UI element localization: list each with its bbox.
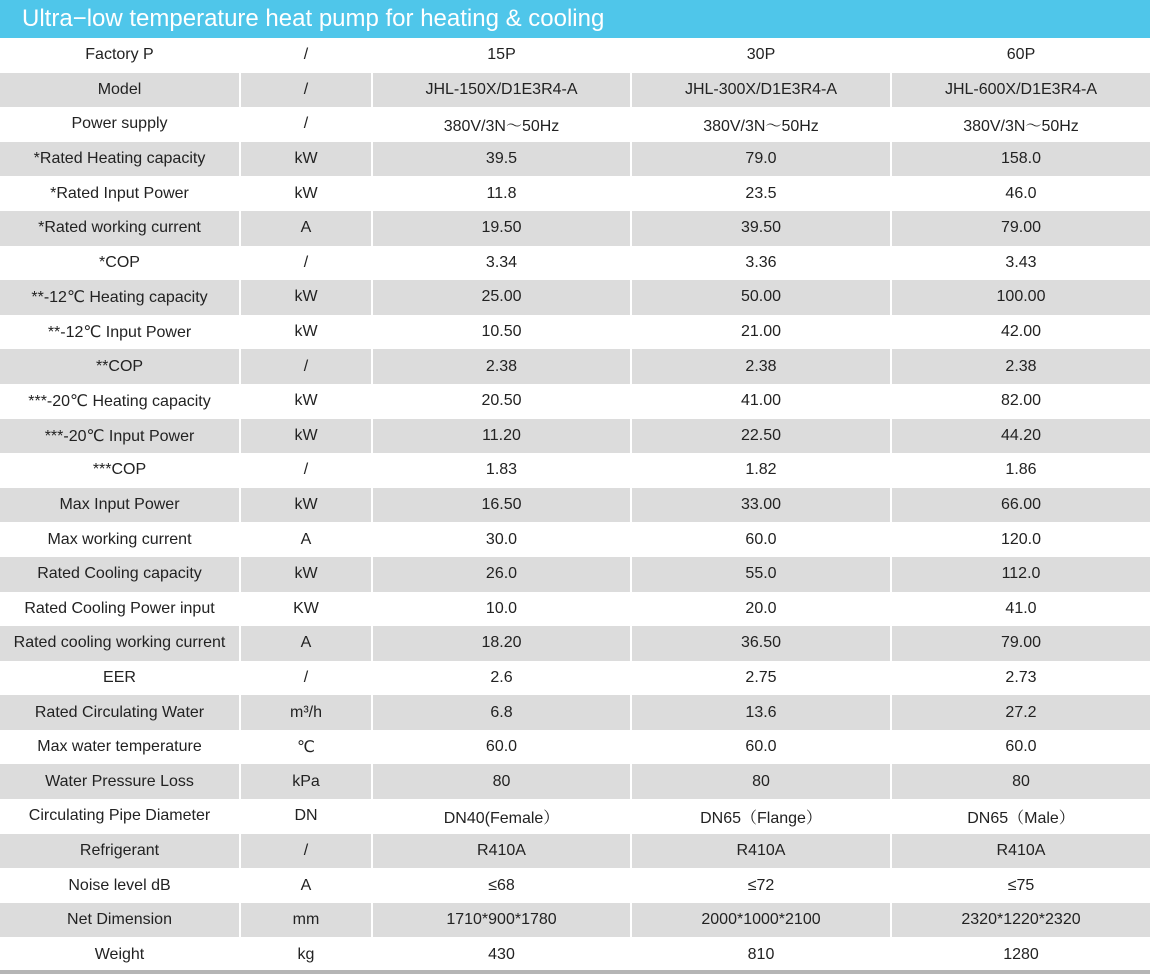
spec-value-30p: 23.5 (631, 176, 891, 211)
spec-value-60p: ≤75 (1007, 876, 1035, 894)
spec-table (0, 38, 1150, 972)
spec-value-30p: 3.36 (631, 246, 891, 281)
spec-label: Rated Circulating Water (0, 695, 240, 730)
table-row (0, 764, 1150, 799)
spec-label: Refrigerant (0, 834, 240, 869)
spec-value-60p: 158.0 (891, 142, 1150, 177)
table-row (0, 384, 1150, 419)
spec-value-60p: 66.00 (891, 488, 1150, 523)
spec-value-60p: 46.0 (1005, 184, 1037, 202)
spec-label: *Rated working current (0, 211, 240, 246)
spec-value-30p: 60.0 (631, 730, 891, 765)
spec-value-60p: 100.00 (891, 280, 1150, 315)
spec-value-30p: 60.0 (631, 522, 891, 557)
spec-value-60p: 79.00 (891, 626, 1150, 661)
spec-value-30p: 13.6 (631, 695, 891, 730)
spec-label: EER (0, 661, 240, 696)
table-row (0, 349, 1150, 384)
table-row (0, 453, 1150, 488)
spec-value-60p: 27.2 (891, 695, 1150, 730)
spec-value-30p: 33.00 (631, 488, 891, 523)
spec-unit: / (240, 73, 372, 108)
spec-unit: ℃ (240, 730, 372, 765)
spec-unit: kPa (240, 764, 372, 799)
spec-value-30p: 1.82 (631, 453, 891, 488)
table-row (0, 626, 1150, 661)
spec-unit: A (240, 626, 372, 661)
table-row (0, 38, 1150, 73)
table-row (0, 73, 1150, 108)
table-row (0, 488, 1150, 523)
spec-label: Model (0, 73, 240, 108)
spec-value-60p: R410A (891, 834, 1150, 869)
spec-label: *Rated Input Power (0, 176, 240, 211)
spec-value-15p: 11.8 (372, 176, 631, 211)
spec-value-60p: 1280 (1003, 945, 1039, 963)
spec-label: Rated Cooling Power input (0, 592, 240, 627)
spec-label: Max working current (0, 522, 240, 557)
spec-value-15p: 1710*900*1780 (372, 903, 631, 938)
spec-value-15p: 11.20 (372, 419, 631, 454)
spec-value-15p: 2.6 (372, 661, 631, 696)
table-row (0, 834, 1150, 869)
spec-unit: / (240, 834, 372, 869)
spec-label: ***-20℃ Heating capacity (0, 384, 240, 419)
table-row (0, 176, 1150, 211)
spec-label: **COP (0, 349, 240, 384)
table-row (0, 557, 1150, 592)
spec-value-30p: ≤72 (631, 868, 891, 903)
table-row (0, 211, 1150, 246)
table-row (0, 280, 1150, 315)
spec-value-30p: JHL-300X/D1E3R4-A (631, 73, 891, 108)
spec-table-body (0, 38, 1150, 972)
spec-value-15p: 10.0 (372, 592, 631, 627)
bottom-rule (0, 970, 1150, 974)
spec-label: Noise level dB (0, 868, 240, 903)
spec-unit: kW (240, 557, 372, 592)
spec-value-30p: 80 (631, 764, 891, 799)
spec-value-60p: 41.0 (1005, 599, 1037, 617)
table-row (0, 522, 1150, 557)
spec-value-15p: JHL-150X/D1E3R4-A (372, 73, 631, 108)
spec-unit: kg (240, 937, 372, 972)
spec-value-15p: 15P (372, 38, 631, 73)
spec-value-60p: 3.43 (1005, 253, 1037, 271)
spec-value-60p: 120.0 (1000, 530, 1042, 548)
spec-value-15p: 80 (372, 764, 631, 799)
spec-value-15p: 6.8 (372, 695, 631, 730)
spec-value-60p: 80 (891, 764, 1150, 799)
spec-value-15p: 430 (372, 937, 631, 972)
table-row (0, 937, 1150, 972)
spec-value-15p: 380V/3N～50Hz (372, 107, 631, 142)
spec-value-60p: 2320*1220*2320 (891, 903, 1150, 938)
spec-value-15p: 2.38 (372, 349, 631, 384)
spec-value-30p: 2.38 (631, 349, 891, 384)
spec-label: Rated cooling working current (0, 626, 240, 661)
spec-label: ***-20℃ Input Power (0, 419, 240, 454)
spec-value-60p: 82.00 (1000, 392, 1042, 410)
spec-value-15p: R410A (372, 834, 631, 869)
table-row (0, 142, 1150, 177)
spec-value-60p: 2.38 (891, 349, 1150, 384)
spec-value-30p: 50.00 (631, 280, 891, 315)
spec-value-60p: 2.73 (1005, 668, 1037, 686)
spec-value-60p: 60P (1006, 46, 1036, 64)
spec-label: Weight (0, 937, 240, 972)
spec-value-15p: 20.50 (372, 384, 631, 419)
spec-unit: KW (240, 592, 372, 627)
spec-unit: m³/h (240, 695, 372, 730)
spec-unit: / (240, 246, 372, 281)
spec-value-30p: 21.00 (631, 315, 891, 350)
spec-value-60p: 112.0 (891, 557, 1150, 592)
spec-value-30p: 20.0 (631, 592, 891, 627)
spec-value-60p: 44.20 (891, 419, 1150, 454)
spec-unit: / (240, 453, 372, 488)
table-row (0, 730, 1150, 765)
spec-unit: kW (240, 384, 372, 419)
table-row (0, 799, 1150, 834)
spec-value-30p: 22.50 (631, 419, 891, 454)
spec-unit: / (240, 661, 372, 696)
spec-value-15p: 10.50 (372, 315, 631, 350)
spec-value-60p: DN65（Male） (967, 809, 1075, 827)
spec-label: Net Dimension (0, 903, 240, 938)
spec-value-15p: DN40(Female） (372, 799, 631, 834)
spec-value-15p: 16.50 (372, 488, 631, 523)
spec-value-15p: ≤68 (372, 868, 631, 903)
spec-unit: / (240, 349, 372, 384)
spec-label: Water Pressure Loss (0, 764, 240, 799)
table-row (0, 419, 1150, 454)
spec-unit: kW (240, 176, 372, 211)
spec-value-60p: 60.0 (1005, 738, 1037, 756)
spec-label: **-12℃ Input Power (0, 315, 240, 350)
spec-unit: kW (240, 315, 372, 350)
spec-value-15p: 26.0 (372, 557, 631, 592)
spec-label: *COP (0, 246, 240, 281)
spec-value-30p: 2.75 (631, 661, 891, 696)
spec-label: Factory P (0, 38, 240, 73)
spec-unit: kW (240, 419, 372, 454)
spec-unit: / (240, 38, 372, 73)
spec-value-60p: JHL-600X/D1E3R4-A (891, 73, 1150, 108)
spec-value-30p: 39.50 (631, 211, 891, 246)
spec-value-60p: 380V/3N～50Hz (963, 117, 1079, 135)
spec-value-15p: 30.0 (372, 522, 631, 557)
spec-value-30p: 810 (631, 937, 891, 972)
table-row (0, 315, 1150, 350)
spec-unit: A (240, 211, 372, 246)
spec-value-15p: 60.0 (372, 730, 631, 765)
spec-value-60p: 1.86 (1005, 461, 1037, 479)
table-row (0, 661, 1150, 696)
table-row (0, 868, 1150, 903)
table-row (0, 903, 1150, 938)
spec-value-30p: 79.0 (631, 142, 891, 177)
spec-value-60p: 79.00 (891, 211, 1150, 246)
spec-label: Rated Cooling capacity (0, 557, 240, 592)
table-title: Ultra−low temperature heat pump for heating & cooling (0, 0, 1150, 38)
spec-value-15p: 1.83 (372, 453, 631, 488)
spec-value-30p: 30P (631, 38, 891, 73)
spec-label: ***COP (0, 453, 240, 488)
spec-value-30p: 2000*1000*2100 (631, 903, 891, 938)
table-row (0, 246, 1150, 281)
table-row (0, 592, 1150, 627)
table-row (0, 695, 1150, 730)
spec-unit: kW (240, 488, 372, 523)
spec-unit: A (240, 522, 372, 557)
spec-value-30p: 41.00 (631, 384, 891, 419)
spec-label: **-12℃ Heating capacity (0, 280, 240, 315)
spec-value-30p: 55.0 (631, 557, 891, 592)
spec-unit: / (240, 107, 372, 142)
spec-value-15p: 25.00 (372, 280, 631, 315)
spec-value-30p: DN65（Flange） (631, 799, 891, 834)
spec-label: Max water temperature (0, 730, 240, 765)
spec-unit: kW (240, 142, 372, 177)
table-row (0, 107, 1150, 142)
spec-value-30p: 36.50 (631, 626, 891, 661)
spec-label: Max Input Power (0, 488, 240, 523)
spec-label: Power supply (0, 107, 240, 142)
spec-label: Circulating Pipe Diameter (0, 799, 240, 834)
spec-value-30p: R410A (631, 834, 891, 869)
spec-value-15p: 39.5 (372, 142, 631, 177)
spec-unit: DN (240, 799, 372, 834)
spec-unit: mm (240, 903, 372, 938)
spec-value-15p: 19.50 (372, 211, 631, 246)
spec-value-15p: 18.20 (372, 626, 631, 661)
spec-value-30p: 380V/3N～50Hz (631, 107, 891, 142)
spec-value-60p: 42.00 (1000, 323, 1042, 341)
spec-unit: kW (240, 280, 372, 315)
spec-unit: A (240, 868, 372, 903)
spec-label: *Rated Heating capacity (0, 142, 240, 177)
spec-value-15p: 3.34 (372, 246, 631, 281)
